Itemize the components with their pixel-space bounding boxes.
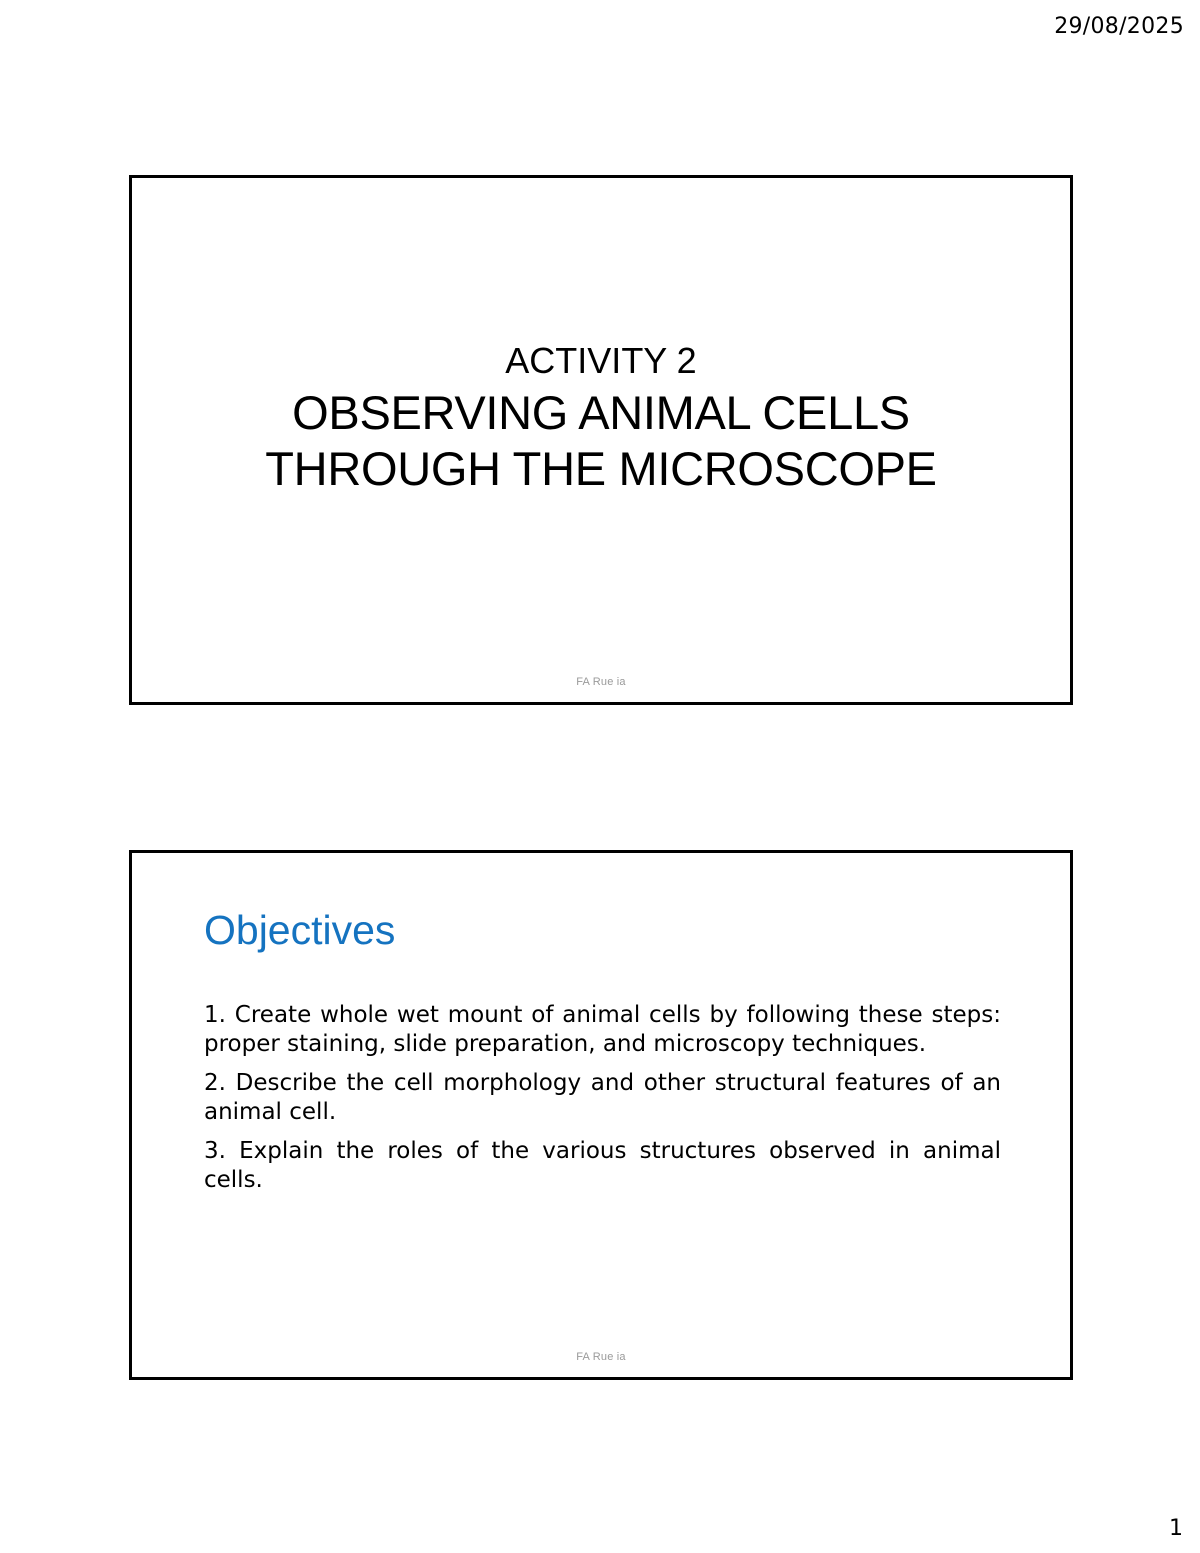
activity-label: ACTIVITY 2 <box>505 340 697 381</box>
slide-title <box>132 385 1070 497</box>
objectives-list <box>204 1001 1001 1205</box>
slide-footer: FA Rue ia <box>576 1351 626 1363</box>
slide-title-line-1: OBSERVING ANIMAL CELLS <box>292 386 910 439</box>
objective-item: 3. Explain the roles of the various structures observed in animal cells. <box>204 1138 1001 1193</box>
objective-item: 2. Describe the cell morphology and other structural features of an animal cell. <box>204 1070 1001 1125</box>
slide-footer: FA Rue ia <box>576 676 626 688</box>
slide-title-line-2: THROUGH THE MICROSCOPE <box>265 442 937 495</box>
objective-item: 1. Create whole wet mount of animal cells by following these steps: proper staining, slide preparation, and microscopy techniques. <box>204 1002 1001 1057</box>
title-block <box>132 341 1070 497</box>
page-number: 1 <box>1169 1516 1183 1541</box>
objectives-heading: Objectives <box>204 907 396 953</box>
title-slide <box>129 175 1073 705</box>
objectives-slide <box>129 850 1073 1380</box>
page-date: 29/08/2025 <box>1054 14 1184 39</box>
